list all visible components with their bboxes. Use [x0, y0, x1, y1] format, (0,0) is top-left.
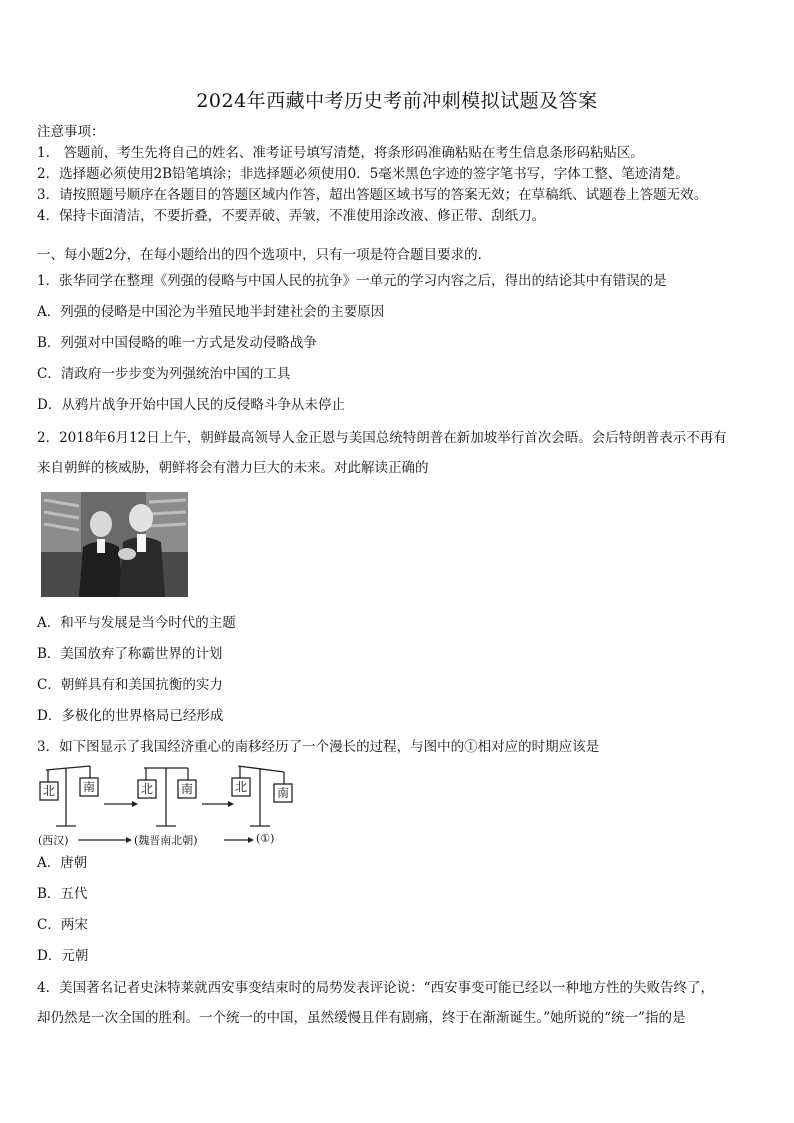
question-4-stem-cont: 却仍然是一次全国的胜利。一个统一的中国，虽然缓慢且伴有剧痛，终于在渐渐诞生。”她所说的“统一”指的是 [37, 1010, 686, 1026]
stage-label-unknown: (①) [256, 832, 275, 845]
q2-option-a: A．和平与发展是当今时代的主题 [37, 615, 236, 631]
scale-3-south-label: 南 [276, 786, 289, 800]
notice-heading: 注意事项： [37, 124, 105, 140]
notice-item: 3．请按照题号顺序在各题目的答题区域内作答，超出答题区域书写的答案无效；在草稿纸、试题卷上答题无效。 [37, 187, 708, 203]
q2-option-c: C．朝鲜具有和美国抗衡的实力 [37, 677, 223, 693]
scale-2-north-label: 北 [140, 782, 153, 796]
q3-option-b: B．五代 [37, 886, 88, 902]
question-2-stem-cont: 来自朝鲜的核威胁，朝鲜将会有潜力巨大的未来。对此解读正确的 [37, 460, 429, 476]
summit-photo-image [41, 492, 188, 597]
scale-3-north-label: 北 [234, 780, 247, 794]
summit-photo [41, 492, 188, 597]
q1-option-b: B．列强对中国侵略的唯一方式是发动侵略战争 [37, 335, 317, 351]
question-4-stem: 4．美国著名记者史沫特莱就西安事变结束时的局势发表评论说：“西安事变可能已经以一种地方性的失败告终了， [37, 980, 714, 996]
q1-option-c: C．清政府一步步变为列强统治中国的工具 [37, 366, 291, 382]
question-2-stem: 2．2018年6月12日上午，朝鲜最高领导人金正恩与美国总统特朗普在新加坡举行首次会晤。会后特朗普表示不再有 [37, 430, 727, 446]
stage-label-weijin: (魏晋南北朝) [134, 834, 198, 847]
notice-item: 1. 答题前，考生先将自己的姓名、准考证号填写清楚，将条形码准确粘贴在考生信息条形码粘贴区。 [37, 145, 644, 161]
question-3-stem: 3．如下图显示了我国经济重心的南移经历了一个漫长的过程，与图中的①相对应的时期应该是 [37, 739, 600, 755]
q2-option-d: D．多极化的世界格局已经形成 [37, 708, 224, 724]
section-heading: 一、每小题2分，在每小题给出的四个选项中，只有一项是符合题目要求的． [37, 247, 492, 263]
q3-option-a: A．唐朝 [37, 855, 88, 871]
q1-option-a: A．列强的侵略是中国沦为半殖民地半封建社会的主要原因 [37, 304, 385, 320]
q3-option-d: D．元朝 [37, 948, 89, 964]
economic-center-diagram [38, 762, 298, 848]
q1-option-d: D．从鸦片战争开始中国人民的反侵略斗争从未停止 [37, 397, 345, 413]
scale-2-south-label: 南 [180, 782, 193, 796]
stage-label-xihan: (西汉) [38, 834, 69, 847]
q2-option-b: B．美国放弃了称霸世界的计划 [37, 646, 223, 662]
scale-1-north-label: 北 [42, 784, 55, 798]
notice-item: 2．选择题必须使用2B铅笔填涂；非选择题必须使用0．5毫米黑色字迹的签字笔书写，字体工整、笔迹清楚。 [37, 166, 689, 182]
question-1-stem: 1．张华同学在整理《列强的侵略与中国人民的抗争》一单元的学习内容之后，得出的结论其中有错误的是 [37, 273, 667, 289]
notice-item: 4．保持卡面清洁，不要折叠，不要弄破、弄皱，不准使用涂改液、修正带、刮纸刀。 [37, 208, 546, 224]
scale-1-south-label: 南 [82, 780, 95, 794]
q3-option-c: C．两宋 [37, 917, 88, 933]
page-title: 2024年西藏中考历史考前冲刺模拟试题及答案 [196, 90, 598, 112]
